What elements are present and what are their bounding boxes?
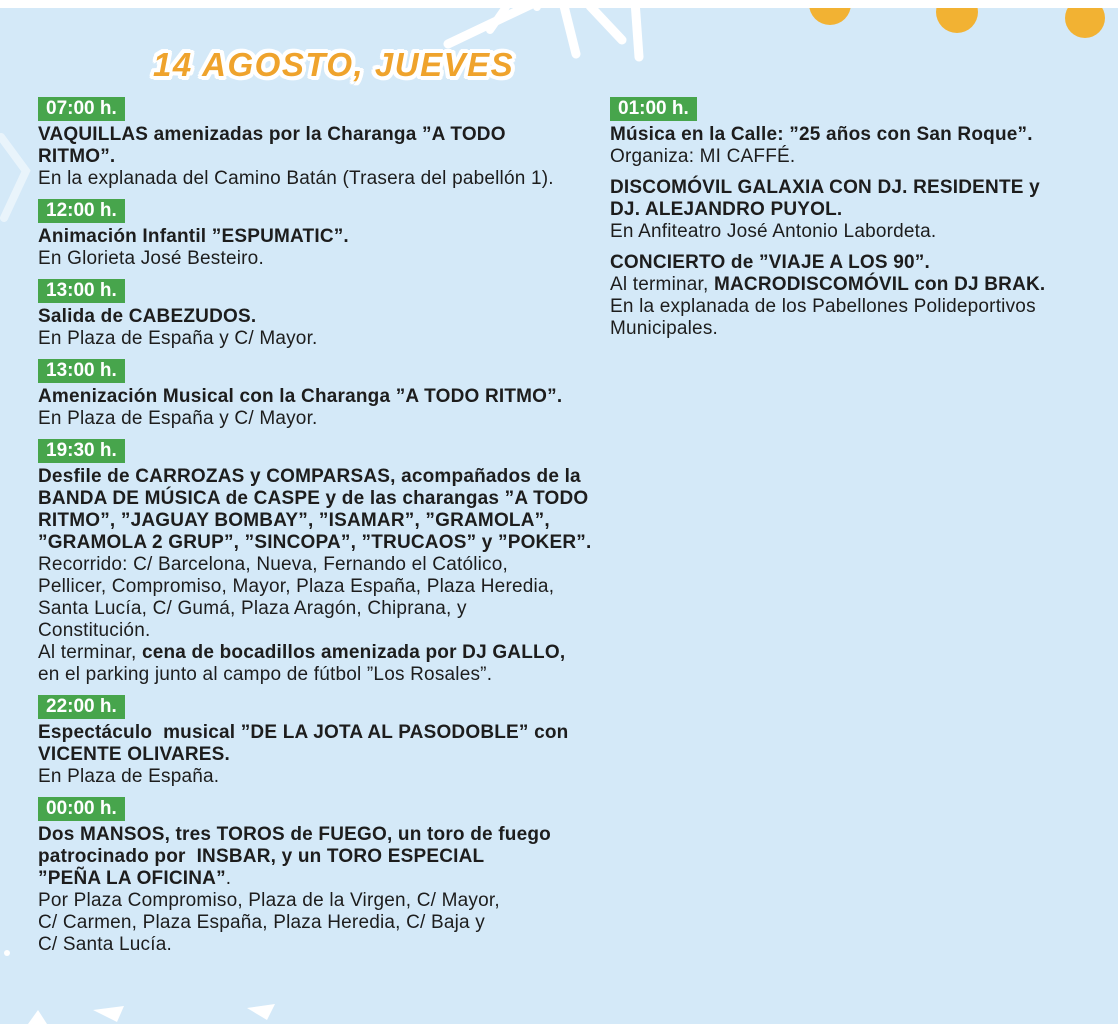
text-run: RITMO”, ”JAGUAY BOMBAY”, ”ISAMAR”, ”GRAMOLA”, (38, 510, 550, 531)
text-run: DISCOMÓVIL GALAXIA CON DJ. RESIDENTE y (610, 177, 1040, 198)
text-run: En la explanada de los Pabellones Polideportivos (610, 296, 1036, 317)
time-badge: 22:00 h. (38, 695, 125, 719)
time-badge: 00:00 h. (38, 797, 125, 821)
text-run: CONCIERTO de ”VIAJE A LOS 90”. (610, 252, 930, 273)
white-speck-icon (4, 950, 10, 956)
text-run: Recorrido: C/ Barcelona, Nueva, Fernando el Católico, (38, 554, 508, 575)
event-line (610, 221, 1100, 243)
time-badge: 19:30 h. (38, 439, 125, 463)
text-run: En Plaza de España y C/ Mayor. (38, 408, 318, 429)
text-run: Santa Lucía, C/ Gumá, Plaza Aragón, Chiprana, y (38, 598, 467, 619)
event-line (38, 664, 558, 686)
white-wedge-icon (28, 1010, 47, 1024)
text-run: En Plaza de España y C/ Mayor. (38, 328, 318, 349)
text-run: VICENTE OLIVARES. (38, 744, 231, 765)
top-edge-strip (0, 0, 1118, 8)
text-run: Al terminar, (38, 642, 142, 663)
white-wedge-icon (93, 1006, 124, 1022)
event-block (610, 97, 1100, 168)
text-run: en el parking junto al campo de fútbol ”Los Rosales”. (38, 664, 493, 685)
event-block (38, 97, 558, 190)
text-run: Música en la Calle: ”25 años con San Roque”. (610, 124, 1033, 145)
text-run: MACRODISCOMÓVIL con DJ BRAK. (713, 274, 1046, 295)
text-run: BANDA DE MÚSICA de CASPE y de las charangas ”A TODO (38, 488, 589, 509)
text-run: Salida de CABEZUDOS. (38, 306, 257, 327)
events-column-right (610, 97, 1100, 349)
text-run: . (225, 868, 232, 889)
text-run: Constitución. (38, 620, 151, 641)
event-line (38, 408, 558, 430)
event-line (610, 318, 1100, 340)
text-run: Espectáculo musical ”DE LA JOTA AL PASODOBLE” con (38, 722, 569, 743)
page-title: 14 AGOSTO, JUEVES (153, 46, 515, 83)
event-line (38, 554, 558, 576)
event-block (610, 252, 1100, 340)
text-run: RITMO”. (38, 146, 116, 167)
text-run: C/ Santa Lucía. (38, 934, 172, 955)
text-run: cena de bocadillos amenizada por DJ GALLO, (141, 642, 566, 663)
text-run: Animación Infantil ”ESPUMATIC”. (38, 226, 349, 247)
text-run: ”PEÑA LA OFICINA” (38, 868, 226, 889)
event-line (610, 252, 1100, 274)
text-run: ”GRAMOLA 2 GRUP”, ”SINCOPA”, ”TRUCAOS” y ”POKER”. (38, 532, 592, 553)
text-run: Amenización Musical con la Charanga ”A TODO RITMO”. (38, 386, 563, 407)
event-block (38, 439, 592, 686)
event-line (38, 868, 558, 890)
text-run: En Plaza de España. (38, 766, 220, 787)
event-line (38, 824, 558, 846)
time-badge: 13:00 h. (38, 279, 125, 303)
event-line (38, 466, 581, 488)
event-line (38, 488, 589, 510)
left-doodle-icon (0, 125, 40, 225)
time-badge: 07:00 h. (38, 97, 125, 121)
event-line (38, 744, 558, 766)
text-run: En Glorieta José Besteiro. (38, 248, 264, 269)
time-badge: 01:00 h. (610, 97, 697, 121)
event-line (38, 226, 558, 248)
event-line (38, 912, 558, 934)
event-block (38, 359, 563, 430)
event-line (38, 328, 558, 350)
event-line (38, 386, 563, 408)
text-run: Dos MANSOS, tres TOROS de FUEGO, un toro de fuego (38, 824, 551, 845)
white-wedge-icon (247, 1004, 275, 1020)
event-line (610, 296, 1100, 318)
event-line (38, 934, 558, 956)
event-line (38, 248, 558, 270)
text-run: VAQUILLAS amenizadas por la Charanga ”A TODO (38, 124, 506, 145)
event-block (38, 695, 569, 788)
event-line (38, 620, 558, 642)
text-run: Municipales. (610, 318, 719, 339)
event-line (38, 510, 558, 532)
event-line (610, 146, 1100, 168)
event-line (38, 124, 558, 146)
event-line (610, 124, 1100, 146)
events-column-left (38, 97, 592, 965)
text-run: Al terminar, (610, 274, 714, 295)
event-line (38, 168, 558, 190)
event-block (610, 177, 1100, 243)
event-line (610, 199, 1100, 221)
time-badge: 13:00 h. (38, 359, 125, 383)
event-line (38, 846, 558, 868)
text-run: DJ. ALEJANDRO PUYOL. (610, 199, 843, 220)
event-block (38, 797, 558, 956)
event-line (38, 890, 558, 912)
event-block (38, 279, 558, 350)
event-line (38, 766, 558, 788)
event-line (38, 146, 558, 168)
event-line (38, 306, 558, 328)
text-run: Pellicer, Compromiso, Mayor, Plaza España, Plaza Heredia, (38, 576, 555, 597)
text-run: Por Plaza Compromiso, Plaza de la Virgen, C/ Mayor, (38, 890, 500, 911)
text-run: En Anfiteatro José Antonio Labordeta. (610, 221, 937, 242)
event-line (38, 598, 558, 620)
text-run: C/ Carmen, Plaza España, Plaza Heredia, C/ Baja y (38, 912, 486, 933)
event-block (38, 199, 558, 270)
event-line (38, 642, 566, 664)
event-line (610, 177, 1100, 199)
event-line (38, 576, 558, 598)
text-run: Organiza: MI CAFFÉ. (610, 146, 796, 167)
text-run: Desfile de CARROZAS y COMPARSAS, acompañados de la (38, 466, 581, 487)
event-line (38, 532, 592, 554)
event-line (38, 722, 569, 744)
text-run: patrocinado por INSBAR, y un TORO ESPECIAL (38, 846, 485, 867)
time-badge: 12:00 h. (38, 199, 125, 223)
text-run: En la explanada del Camino Batán (Trasera del pabellón 1). (38, 168, 554, 189)
event-line (610, 274, 1100, 296)
